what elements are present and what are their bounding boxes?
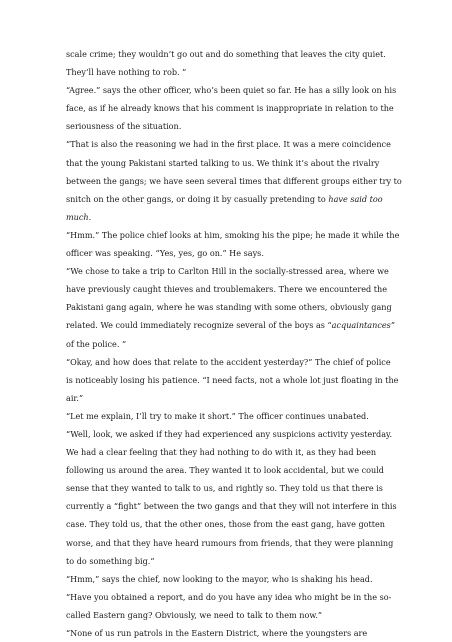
text-line: worse, and that they have heard rumours from friends, that they were planning — [66, 537, 394, 548]
text-line: scale crime; they wouldn’t go out and do something that leaves the city quiet. — [66, 49, 386, 59]
text-line — [66, 208, 404, 226]
text-line: currently a “fight” between the two gangs and that they will not interfere in this — [66, 501, 397, 512]
text-line: They’ll have nothing to rob. ” — [66, 67, 187, 78]
text-line: “Hmm,” says the chief, now looking to the mayor, who is shaking his head. — [66, 573, 373, 584]
text-line: face, as if he already knows that his comment is inappropriate in relation to the — [66, 103, 394, 114]
body-text — [66, 45, 404, 642]
text-line: sense that they wanted to talk to us, and rightly so. They told us that there is — [66, 483, 383, 494]
italic-phrase: much. — [66, 211, 92, 222]
text-line: “None of us run patrols in the Eastern District, where the youngsters are — [66, 628, 368, 638]
text-line: “Okay, and how does that relate to the accident yesterday?” The chief of police — [66, 356, 391, 367]
text-line: following us around the area. They wanted it to look accidental, but we could — [66, 465, 384, 476]
text-line: related. We could immediately recognize several of the boys as “acquaintances” — [66, 320, 395, 331]
text-line: “Well, look, we asked if they had experienced any suspicions activity yesterday. — [66, 428, 393, 439]
text-line: “We chose to take a trip to Carlton Hill in the socially-stressed area, where we — [66, 266, 389, 277]
text-line: “That is also the reasoning we had in the first place. It was a mere coincidence — [66, 139, 391, 150]
text-line: We had a clear feeling that they had nothing to do with it, as they had been — [66, 447, 377, 458]
text-line: between the gangs; we have seen several times that different groups either try to — [66, 175, 402, 186]
text-line: Pakistani gang again, where he was standing with some others, obviously gang — [66, 302, 392, 313]
text-line: that the young Pakistani started talking to us. We think it’s about the rivalry — [66, 157, 380, 168]
text-line: “Agree.” says the other officer, who’s been quiet so far. He has a silly look on his — [66, 85, 397, 96]
text-line: called Eastern gang? Obviously, we need to talk to them now.” — [66, 609, 323, 620]
text-line: to do something big.” — [66, 555, 155, 566]
text-line: “Let me explain, I’ll try to make it short.” The officer continues unabated. — [66, 410, 369, 421]
text-line: snitch on the other gangs, or doing it by casually pretending to have said too — [66, 193, 383, 204]
text-line: “Have you obtained a report, and do you have any idea who might be in the so- — [66, 591, 392, 602]
text-line: is noticeably losing his patience. “I need facts, not a whole lot just floating in the — [66, 374, 399, 385]
italic-phrase: acquaintances — [331, 320, 391, 331]
text-line: of the police. ” — [66, 338, 127, 349]
text-line: air.” — [66, 392, 84, 403]
text-line: “Hmm.” The police chief looks at him, smoking his the pipe; he made it while the — [66, 229, 400, 240]
text-line: have previously caught thieves and troublemakers. There we encountered the — [66, 284, 388, 295]
text-line: case. They told us, that the other ones, those from the east gang, have gotten — [66, 519, 386, 530]
text-line: officer was speaking. “Yes, yes, go on.” He says. — [66, 248, 264, 259]
text-line: seriousness of the situation. — [66, 121, 182, 132]
italic-phrase: have said too — [328, 193, 383, 204]
